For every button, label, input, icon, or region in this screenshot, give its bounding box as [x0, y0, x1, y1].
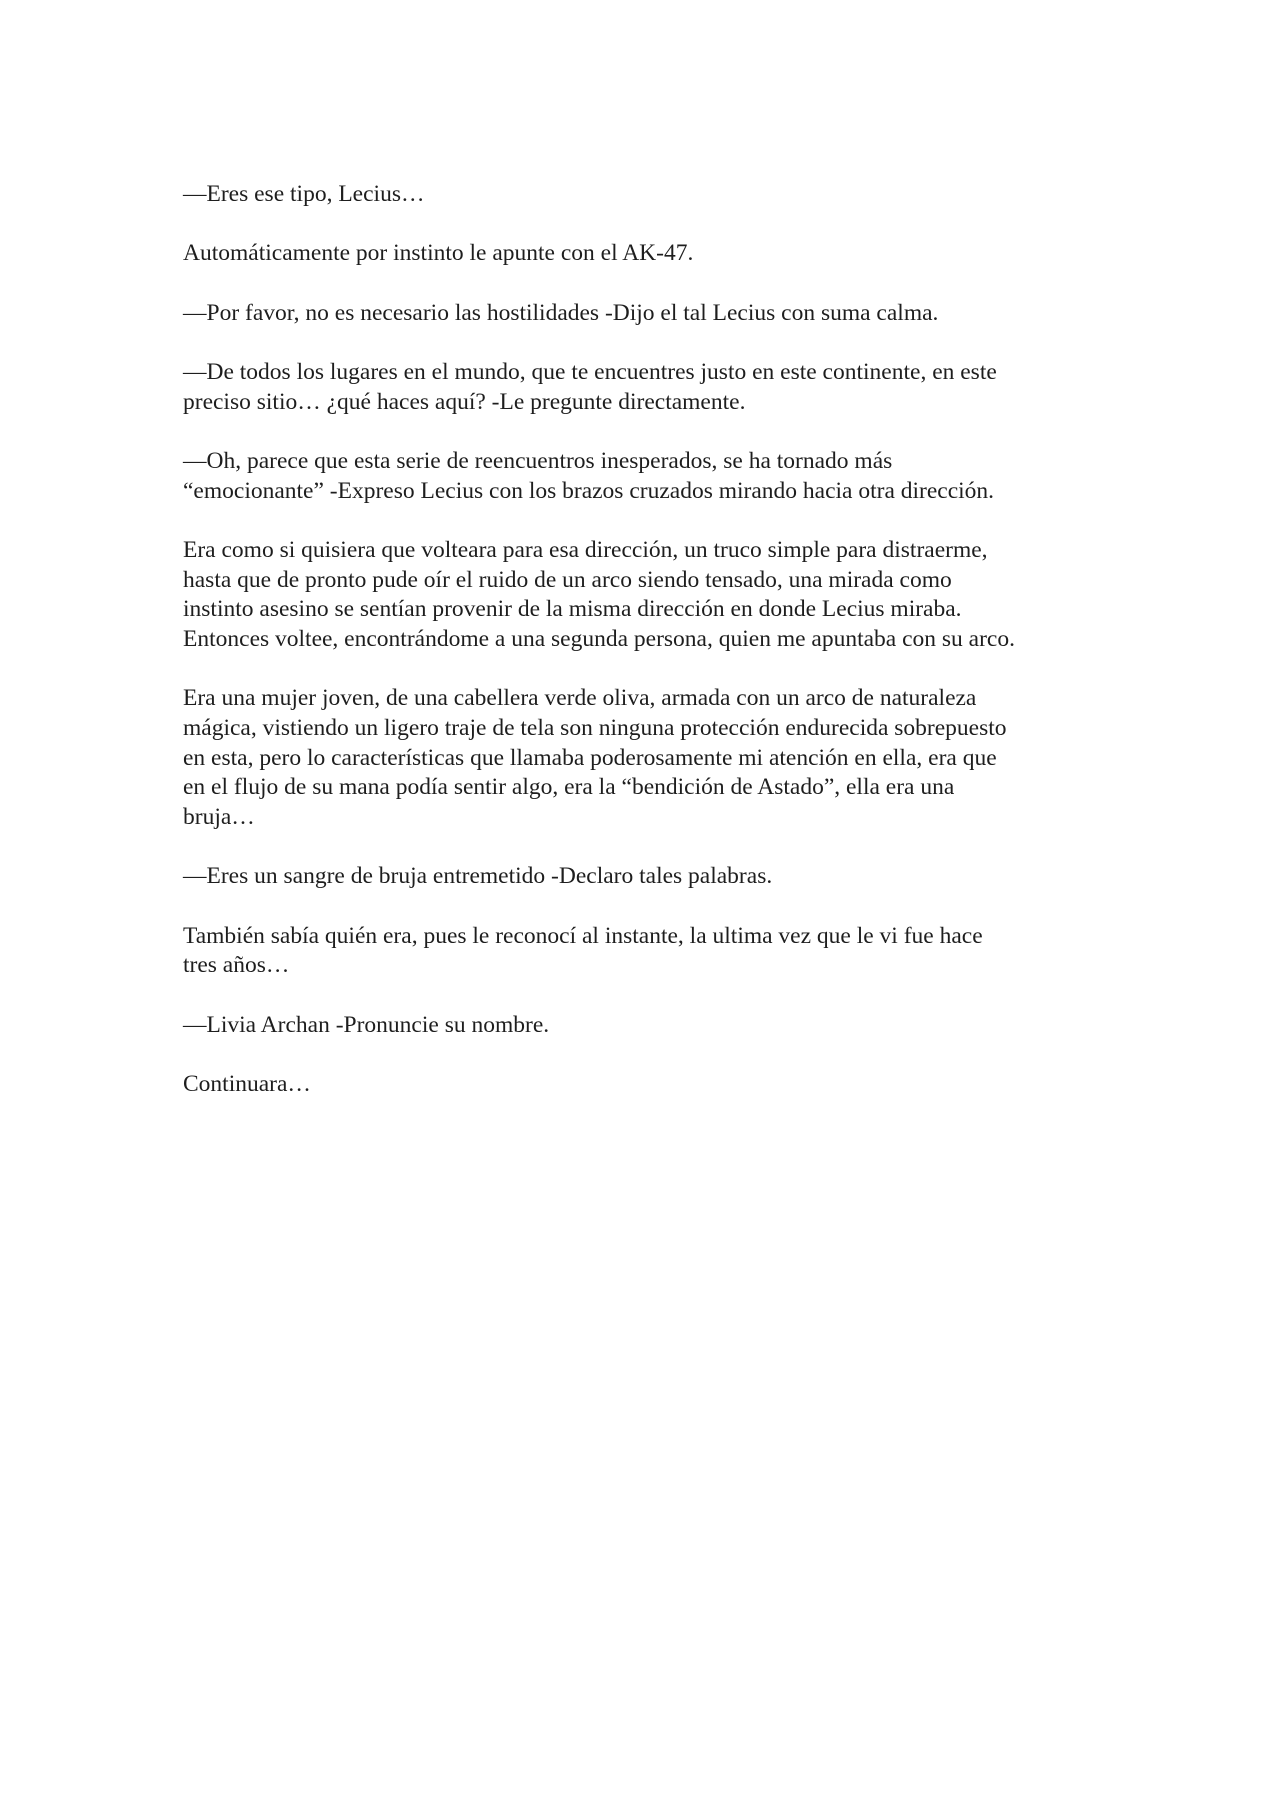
text-line: instinto asesino se sentían provenir de la misma dirección en donde Lecius miraba. [183, 596, 962, 623]
text-line: mágica, vistiendo un ligero traje de tela son ninguna protección endurecida sobrepuesto [183, 715, 1007, 741]
text-line: “emocionante” -Expreso Lecius con los brazos cruzados mirando hacia otra dirección. [183, 477, 995, 504]
text-line: Entonces voltee, encontrándome a una segunda persona, quien me apuntaba con su arco. [183, 626, 1015, 652]
text-line: Automáticamente por instinto le apunte con el AK-47. [183, 240, 694, 267]
document-page [183, 180, 1113, 1129]
text-line: Continuara… [183, 1071, 311, 1097]
text-line: tres años… [183, 952, 290, 979]
paragraph [183, 862, 1113, 892]
text-line: —Eres un sangre de bruja entremetido -Declaro tales palabras. [183, 863, 773, 890]
text-line: —Eres ese tipo, Lecius… [183, 181, 425, 207]
text-line: —Livia Archan -Pronuncie su nombre. [183, 1011, 550, 1038]
text-line: También sabía quién era, pues le reconocí al instante, la ultima vez que le vi fue hace [183, 922, 983, 949]
paragraph [183, 1070, 1113, 1100]
text-line: bruja… [183, 804, 255, 831]
paragraph [183, 239, 1113, 269]
text-line: hasta que de pronto pude oír el ruido de un arco siendo tensado, una mirada como [183, 566, 952, 593]
text-line: —Oh, parece que esta serie de reencuentros inesperados, se ha tornado más [183, 447, 893, 474]
paragraph [183, 180, 1113, 210]
paragraph [183, 536, 1113, 655]
paragraph [183, 358, 1113, 417]
text-line: preciso sitio… ¿qué haces aquí? -Le pregunte directamente. [183, 388, 746, 415]
text-line: —De todos los lugares en el mundo, que te encuentres justo en este continente, en este [183, 358, 997, 385]
paragraph [183, 684, 1113, 833]
text-line: —Por favor, no es necesario las hostilidades -Dijo el tal Lecius con suma calma. [183, 299, 939, 326]
paragraph [183, 922, 1113, 981]
text-line: Era como si quisiera que volteara para esa dirección, un truco simple para distraerme, [183, 536, 988, 563]
paragraph [183, 447, 1113, 506]
paragraph [183, 299, 1113, 329]
text-line: en el flujo de su mana podía sentir algo, era la “bendición de Astado”, ella era una [183, 774, 955, 801]
text-line: Era una mujer joven, de una cabellera verde oliva, armada con un arco de naturaleza [183, 685, 977, 712]
text-line: en esta, pero lo características que llamaba poderosamente mi atención en ella, era que [183, 744, 997, 771]
paragraph [183, 1011, 1113, 1041]
